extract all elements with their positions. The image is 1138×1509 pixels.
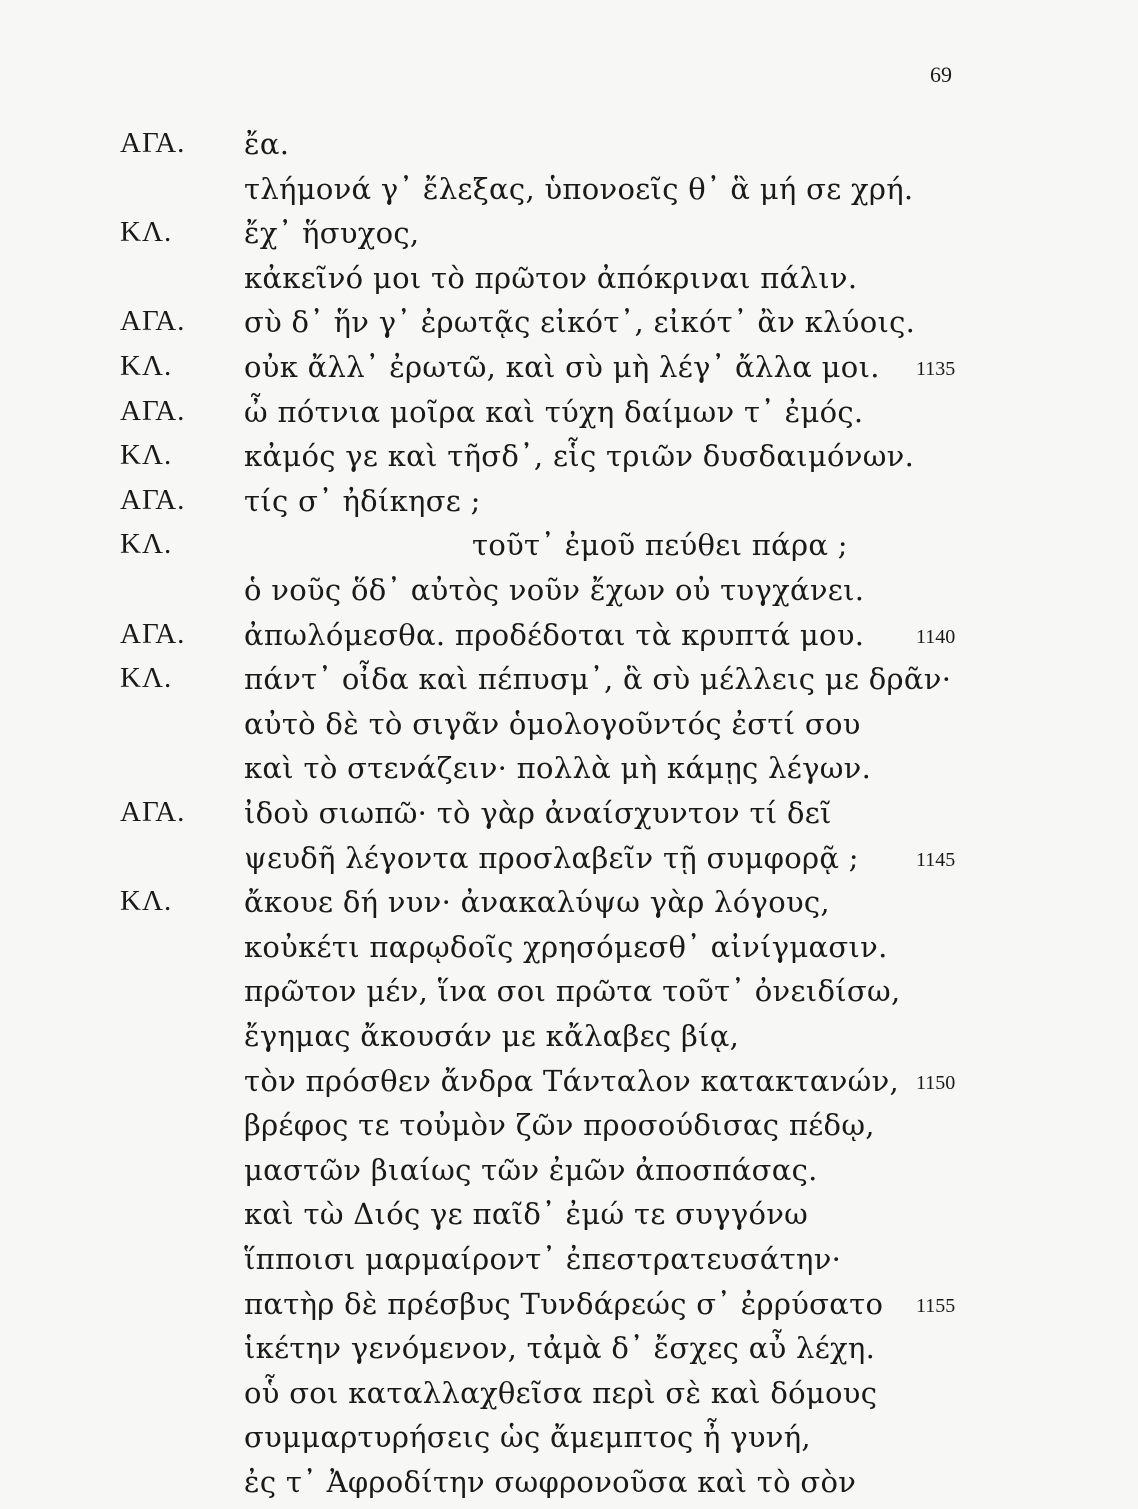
verse-line [0, 974, 1138, 1018]
verse-text: ἄκουε δή νυν· ἀνακαλύψω γὰρ λόγους, [244, 885, 830, 920]
verse-text: ἔα. [244, 127, 290, 161]
verse-line [0, 1331, 1138, 1375]
verse-text: οὐκ ἄλλ᾽ ἐρωτῶ, καὶ σὺ μὴ λέγ᾽ ἄλλα μοι. [244, 350, 880, 384]
verse-text: οὗ σοι καταλλαχθεῖσα περὶ σὲ καὶ δόμους [244, 1375, 878, 1410]
verse-text: κἀκεῖνό μοι τὸ πρῶτον ἀπόκριναι πάλιν. [244, 260, 858, 295]
verse-line [0, 1465, 1138, 1509]
verse-text: μαστῶν βιαίως τῶν ἐμῶν ἀποσπάσας. [244, 1152, 818, 1187]
line-number: 1155 [916, 1294, 956, 1317]
verse-line [0, 1376, 1138, 1420]
verse-text: ἔγημας ἄκουσάν με κἄλαβες βίᾳ, [244, 1019, 740, 1053]
verse-text: τλήμονά γ᾽ ἔλεξας, ὑπονοεῖς θ᾽ ἃ μή σε χρή. [244, 171, 914, 206]
line-number: 1140 [916, 625, 956, 648]
verse-line [0, 1153, 1138, 1197]
verse-text: ὁ νοῦς ὅδ᾽ αὐτὸς νοῦν ἔχων οὐ τυγχάνει. [244, 573, 865, 607]
verse-text: πρῶτον μέν, ἵνα σοι πρῶτα τοῦτ᾽ ὀνειδίσω, [244, 974, 901, 1009]
line-number: 1145 [916, 848, 956, 871]
verse-line [0, 1197, 1138, 1241]
verse-text: πάντ᾽ οἶδα καὶ πέπυσμ᾽, ἃ σὺ μέλλεις με δρᾶν· [244, 662, 952, 697]
verse-line [0, 261, 1138, 305]
verse-line [0, 127, 1138, 171]
verse-line [0, 1019, 1138, 1063]
verse-line [0, 528, 1138, 572]
verse-text: τίς σ᾽ ἠδίκησε ; [244, 483, 481, 518]
verse-text: ἱκέτην γενόμενον, τἀμὰ δ᾽ ἔσχες αὖ λέχη. [244, 1331, 876, 1366]
verse-text: τὸν πρόσθεν ἄνδρα Τάνταλον κατακτανών, [244, 1063, 900, 1098]
verse-text: συμμαρτυρήσεις ὡς ἄμεμπτος ἦ γυνή, [244, 1420, 811, 1455]
verse-line [0, 707, 1138, 751]
speaker-label: ΚΛ. [120, 350, 173, 382]
verse-line [0, 484, 1138, 528]
speaker-label: ΚΛ. [120, 216, 173, 249]
verse-line [0, 751, 1138, 795]
speaker-label: ΑΓΑ. [120, 617, 186, 650]
verse-line [0, 1064, 1138, 1108]
verse-text: καὶ τὼ Διός γε παῖδ᾽ ἐμώ τε συγγόνω [244, 1197, 809, 1232]
verse-line [0, 172, 1138, 216]
verse-text: ἔχ᾽ ἥσυχος, [244, 216, 420, 251]
verse-line [0, 618, 1138, 662]
verse-text: κοὐκέτι παρῳδοῖς χρησόμεσθ᾽ αἰνίγμασιν. [244, 929, 888, 964]
verse-line [0, 930, 1138, 974]
speaker-label: ΚΛ. [120, 885, 173, 918]
line-number: 1135 [916, 358, 956, 380]
verse-line [0, 573, 1138, 617]
line-number: 1150 [916, 1071, 956, 1094]
speaker-label: ΑΓΑ. [120, 394, 186, 427]
verse-text: κἀμός γε καὶ τῆσδ᾽, εἷς τριῶν δυσδαιμόνων. [244, 439, 915, 474]
verse-text: βρέφος τε τοὐμὸν ζῶν προσούδισας πέδῳ, [244, 1108, 875, 1143]
verse-line [0, 662, 1138, 706]
verse-line [0, 1108, 1138, 1152]
verse-text: ἵπποισι μαρμαίροντ᾽ ἐπεστρατευσάτην· [244, 1242, 842, 1276]
verse-line [0, 885, 1138, 929]
speaker-label: ΑΓΑ. [120, 483, 186, 516]
verse-line [0, 439, 1138, 483]
verse-text: τοῦτ᾽ ἐμοῦ πεύθει πάρα ; [472, 528, 848, 563]
verse-line [0, 350, 1138, 394]
verse-line [0, 841, 1138, 885]
speaker-label: ΚΛ. [120, 662, 173, 695]
verse-line [0, 395, 1138, 439]
speaker-label: ΚΛ. [120, 439, 173, 472]
page-number: 69 [930, 62, 952, 87]
verse-line [0, 1242, 1138, 1286]
verse-text: σὺ δ᾽ ἥν γ᾽ ἐρωτᾷς εἰκότ᾽, εἰκότ᾽ ἂν κλύοις. [244, 305, 916, 340]
speaker-label: ΚΛ. [120, 528, 173, 561]
verse-text: καὶ τὸ στενάζειν· πολλὰ μὴ κάμῃς λέγων. [244, 751, 872, 786]
verse-text: αὐτὸ δὲ τὸ σιγᾶν ὁμολογοῦντός ἐστί σου [244, 706, 861, 741]
verse-line [0, 1420, 1138, 1464]
speaker-label: ΑΓΑ. [120, 305, 186, 338]
verse-text: ἐς τ᾽ Ἀφροδίτην σωφρονοῦσα καὶ τὸ σὸν [244, 1465, 857, 1499]
verse-text: ἀπωλόμεσθα. προδέδοται τὰ κρυπτά μου. [244, 617, 865, 652]
verse-line [0, 216, 1138, 260]
verse-line [0, 305, 1138, 349]
verse-line [0, 1287, 1138, 1331]
speaker-label: ΑΓΑ. [120, 127, 186, 159]
speaker-label: ΑΓΑ. [120, 796, 186, 828]
verse-text: ὦ πότνια μοῖρα καὶ τύχη δαίμων τ᾽ ἐμός. [244, 394, 864, 429]
verse-text: ψευδῆ λέγοντα προσλαβεῖν τῇ συμφορᾷ ; [244, 840, 859, 875]
verse-text: ἰδοὺ σιωπῶ· τὸ γὰρ ἀναίσχυντον τί δεῖ [244, 796, 832, 830]
verse-text: πατὴρ δὲ πρέσβυς Τυνδάρεώς σ᾽ ἐρρύσατο [244, 1286, 884, 1321]
verse-line [0, 796, 1138, 840]
